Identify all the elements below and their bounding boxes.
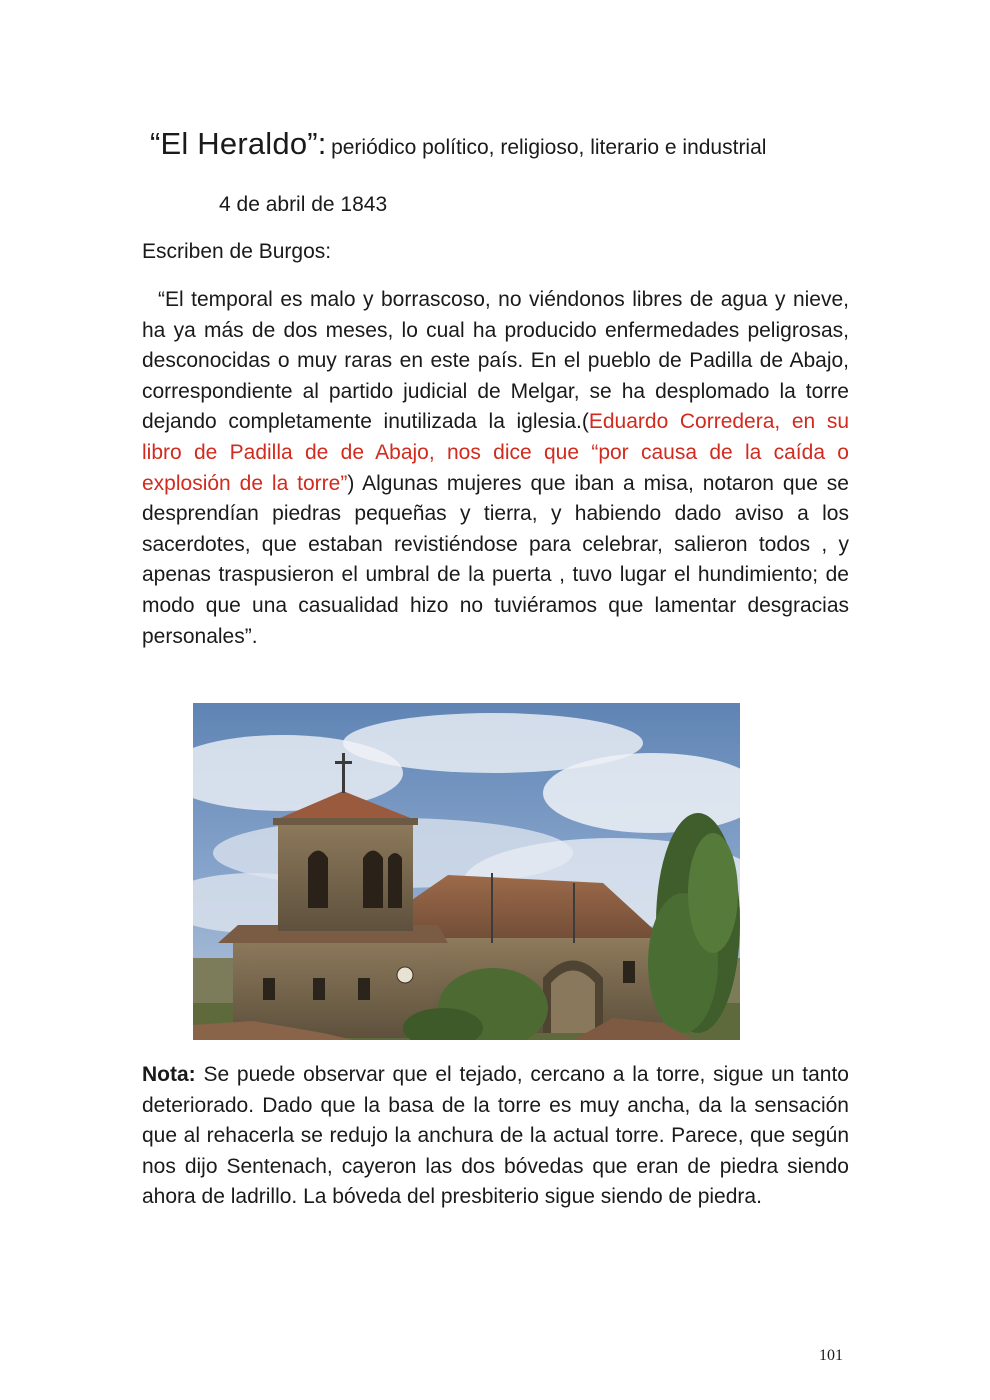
page-number: 101 [819, 1347, 843, 1364]
newspaper-title: “El Heraldo”: [150, 126, 327, 161]
newspaper-subtitle: periódico político, religioso, literario e industrial [331, 136, 767, 159]
article-text-part2: ) Algunas mujeres que iban a misa, notaron que se desprendían piedras pequeñas y tierra, y habiendo dado aviso a los sacerdotes, que estaban revistiéndose para celebrar, salieron todos , y apenas traspusieron el umbral de la puerta , tuvo lugar el hundimiento; de modo que una casualidad hizo no tuviéramos que lamentar desgracias personales”. [142, 471, 849, 648]
article-text-part1: “El temporal es malo y borrascoso, no viéndonos libres de agua y nieve, ha ya más de dos meses, lo cual ha producido enfermedades peligrosas, desconocidas o muy raras en este país. En el pueblo de Padilla de Abajo, correspondiente al partido judicial de Melgar, se ha desplomado la torre dejando completamente inutilizada la iglesia.( [142, 288, 849, 434]
church-photo [193, 703, 740, 1040]
note-label: Nota: [142, 1063, 196, 1086]
note-paragraph [142, 1060, 849, 1213]
editor-comment: Eduardo Corredera, en su libro de Padilla de de Abajo, nos dice que “por causa de la caída o explosión de la torre” [142, 410, 849, 495]
note-body: Se puede observar que el tejado, cercano a la torre, sigue un tanto deteriorado. Dado que la basa de la torre es muy ancha, da la sensación que al rehacerla se redujo la anchura de la actual torre. Parece, que según nos dijo Sentenach, cayeron las dos bóvedas que eran de piedra siendo ahora de ladrillo. La bóveda del presbiterio sigue siendo de piedra. [142, 1063, 849, 1209]
article-source: Escriben de Burgos: [142, 240, 332, 263]
article-body [142, 285, 849, 652]
article-date: 4 de abril de 1843 [219, 193, 388, 216]
page-heading [150, 126, 870, 162]
